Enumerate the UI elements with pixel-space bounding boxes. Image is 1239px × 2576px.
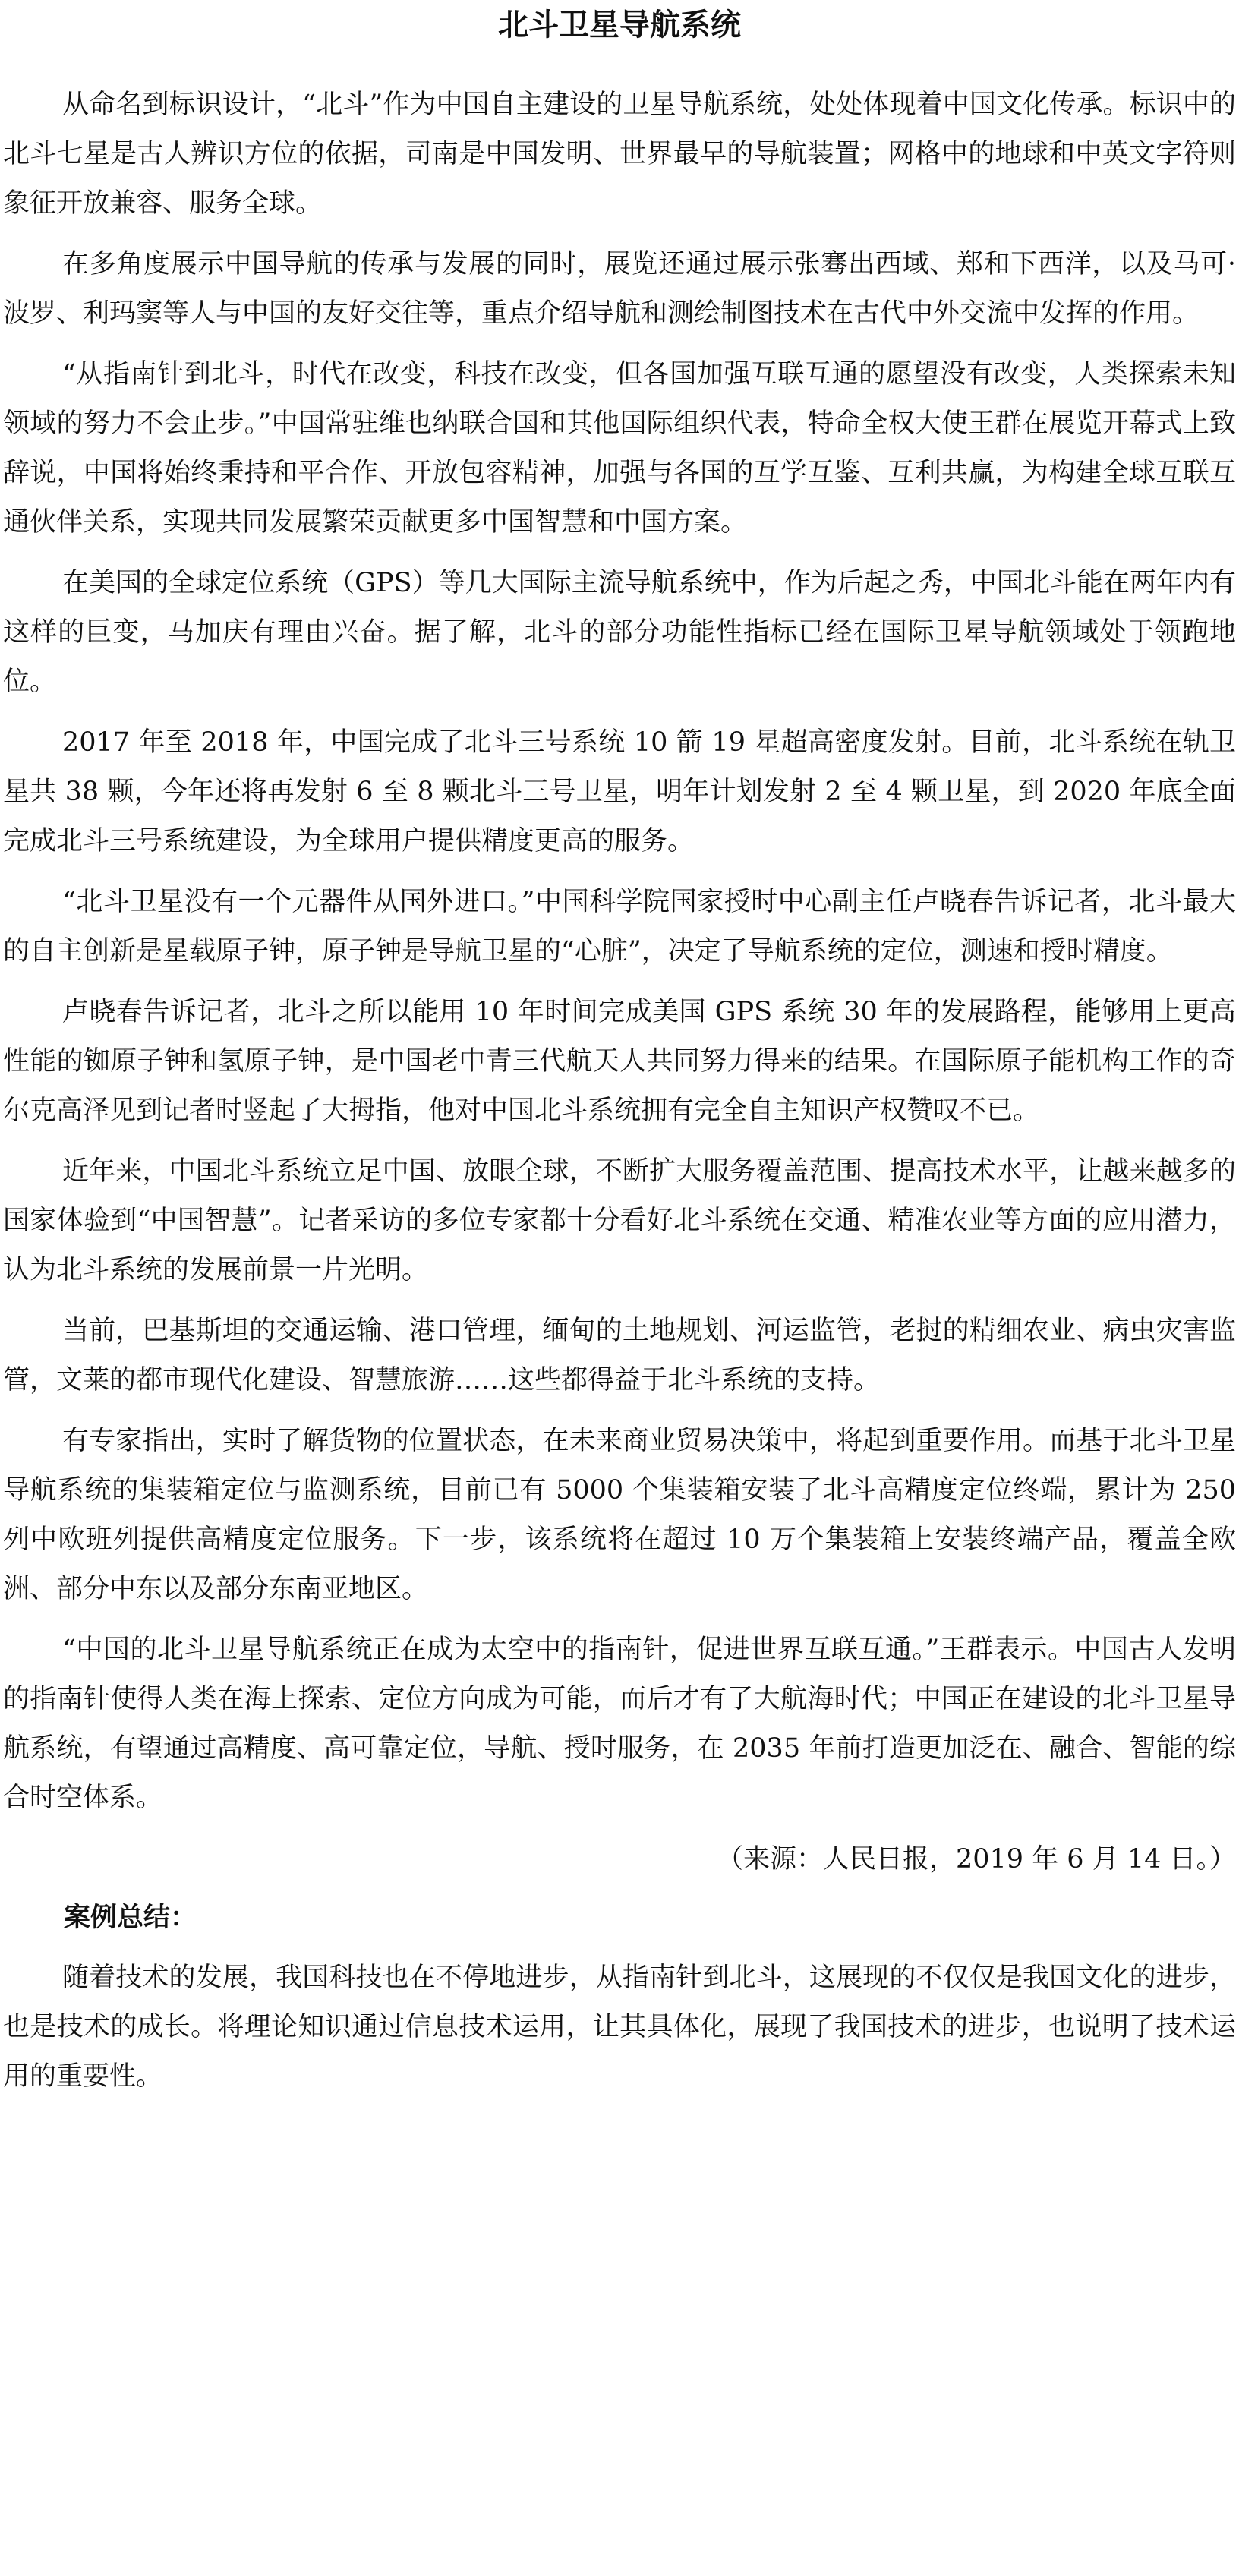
paragraph-3: “从指南针到北斗，时代在改变，科技在改变，但各国加强互联互通的愿望没有改变，人类探索未知领域的努力不会止步。”中国常驻维也纳联合国和其他国际组织代表，特命全权大使王群在展览开幕式上致辞说，中国将始终秉持和平合作、开放包容精神，加强与各国的互学互鉴、互利共赢，为构建全球互联互通伙伴关系，实现共同发展繁荣贡献更多中国智慧和中国方案。 — [3, 359, 1236, 538]
paragraph-9: 当前，巴基斯坦的交通运输、港口管理，缅甸的土地规划、河运监管，老挝的精细农业、病虫灾害监管，文莱的都市现代化建设、智慧旅游……这些都得益于北斗系统的支持。 — [3, 1316, 1236, 1395]
summary-heading: 案例总结： — [64, 1903, 197, 1933]
paragraph-10: 有专家指出，实时了解货物的位置状态，在未来商业贸易决策中，将起到重要作用。而基于北斗卫星导航系统的集装箱定位与监测系统，目前已有 5000 个集装箱安装了北斗高精度定位终端，累计为 250 列中欧班列提供高精度定位服务。下一步，该系统将在超过 10 万个集装箱上安装终端产品，覆盖全欧洲、部分中东以及部分东南亚地区。 — [3, 1426, 1236, 1604]
paragraph-11: “中国的北斗卫星导航系统正在成为太空中的指南针，促进世界互联互通。”王群表示。中国古人发明的指南针使得人类在海上探索、定位方向成为可能，而后才有了大航海时代；中国正在建设的北斗卫星导航系统，有望通过高精度、高可靠定位，导航、授时服务，在 2035 年前打造更加泛在、融合、智能的综合时空体系。 — [3, 1635, 1236, 1813]
paragraph-4: 在美国的全球定位系统（GPS）等几大国际主流导航系统中，作为后起之秀，中国北斗能在两年内有这样的巨变，马加庆有理由兴奋。据了解，北斗的部分功能性指标已经在国际卫星导航领域处于领跑地位。 — [3, 568, 1236, 697]
article-title: 北斗卫星导航系统 — [498, 8, 741, 43]
paragraph-8: 近年来，中国北斗系统立足中国、放眼全球，不断扩大服务覆盖范围、提高技术水平，让越来越多的国家体验到“中国智慧”。记者采访的多位专家都十分看好北斗系统在交通、精准农业等方面的应用潜力，认为北斗系统的发展前景一片光明。 — [3, 1156, 1236, 1285]
source-citation: （来源：人民日报，2019 年 6 月 14 日。） — [716, 1844, 1236, 1874]
paragraph-6: “北斗卫星没有一个元器件从国外进口。”中国科学院国家授时中心副主任卢晓春告诉记者，北斗最大的自主创新是星载原子钟，原子钟是导航卫星的“心脏”，决定了导航系统的定位，测速和授时精度。 — [3, 887, 1236, 966]
paragraph-2: 在多角度展示中国导航的传承与发展的同时，展览还通过展示张骞出西域、郑和下西洋，以及马可·波罗、利玛窦等人与中国的友好交往等，重点介绍导航和测绘制图技术在古代中外交流中发挥的作用。 — [3, 249, 1236, 329]
paragraph-7: 卢晓春告诉记者，北斗之所以能用 10 年时间完成美国 GPS 系统 30 年的发展路程，能够用上更高性能的铷原子钟和氢原子钟，是中国老中青三代航天人共同努力得来的结果。在国际原子能机构工作的奇尔克高泽见到记者时竖起了大拇指，他对中国北斗系统拥有完全自主知识产权赞叹不已。 — [3, 997, 1236, 1126]
paragraph-1: 从命名到标识设计，“北斗”作为中国自主建设的卫星导航系统，处处体现着中国文化传承。标识中的北斗七星是古人辨识方位的依据，司南是中国发明、世界最早的导航装置；网格中的地球和中英文字符则象征开放兼容、服务全球。 — [3, 90, 1236, 219]
article-body — [3, 80, 1236, 1823]
paragraph-5: 2017 年至 2018 年，中国完成了北斗三号系统 10 箭 19 星超高密度发射。目前，北斗系统在轨卫星共 38 颗，今年还将再发射 6 至 8 颗北斗三号卫星，明年计划发射 2 至 4 颗卫星，到 2020 年底全面完成北斗三号系统建设，为全球用户提供精度更高的服务。 — [3, 727, 1236, 856]
summary-text: 随着技术的发展，我国科技也在不停地进步，从指南针到北斗，这展现的不仅仅是我国文化的进步，也是技术的成长。将理论知识通过信息技术运用，让其具体化，展现了我国技术的进步，也说明了技术运用的重要性。 — [3, 1963, 1236, 2092]
